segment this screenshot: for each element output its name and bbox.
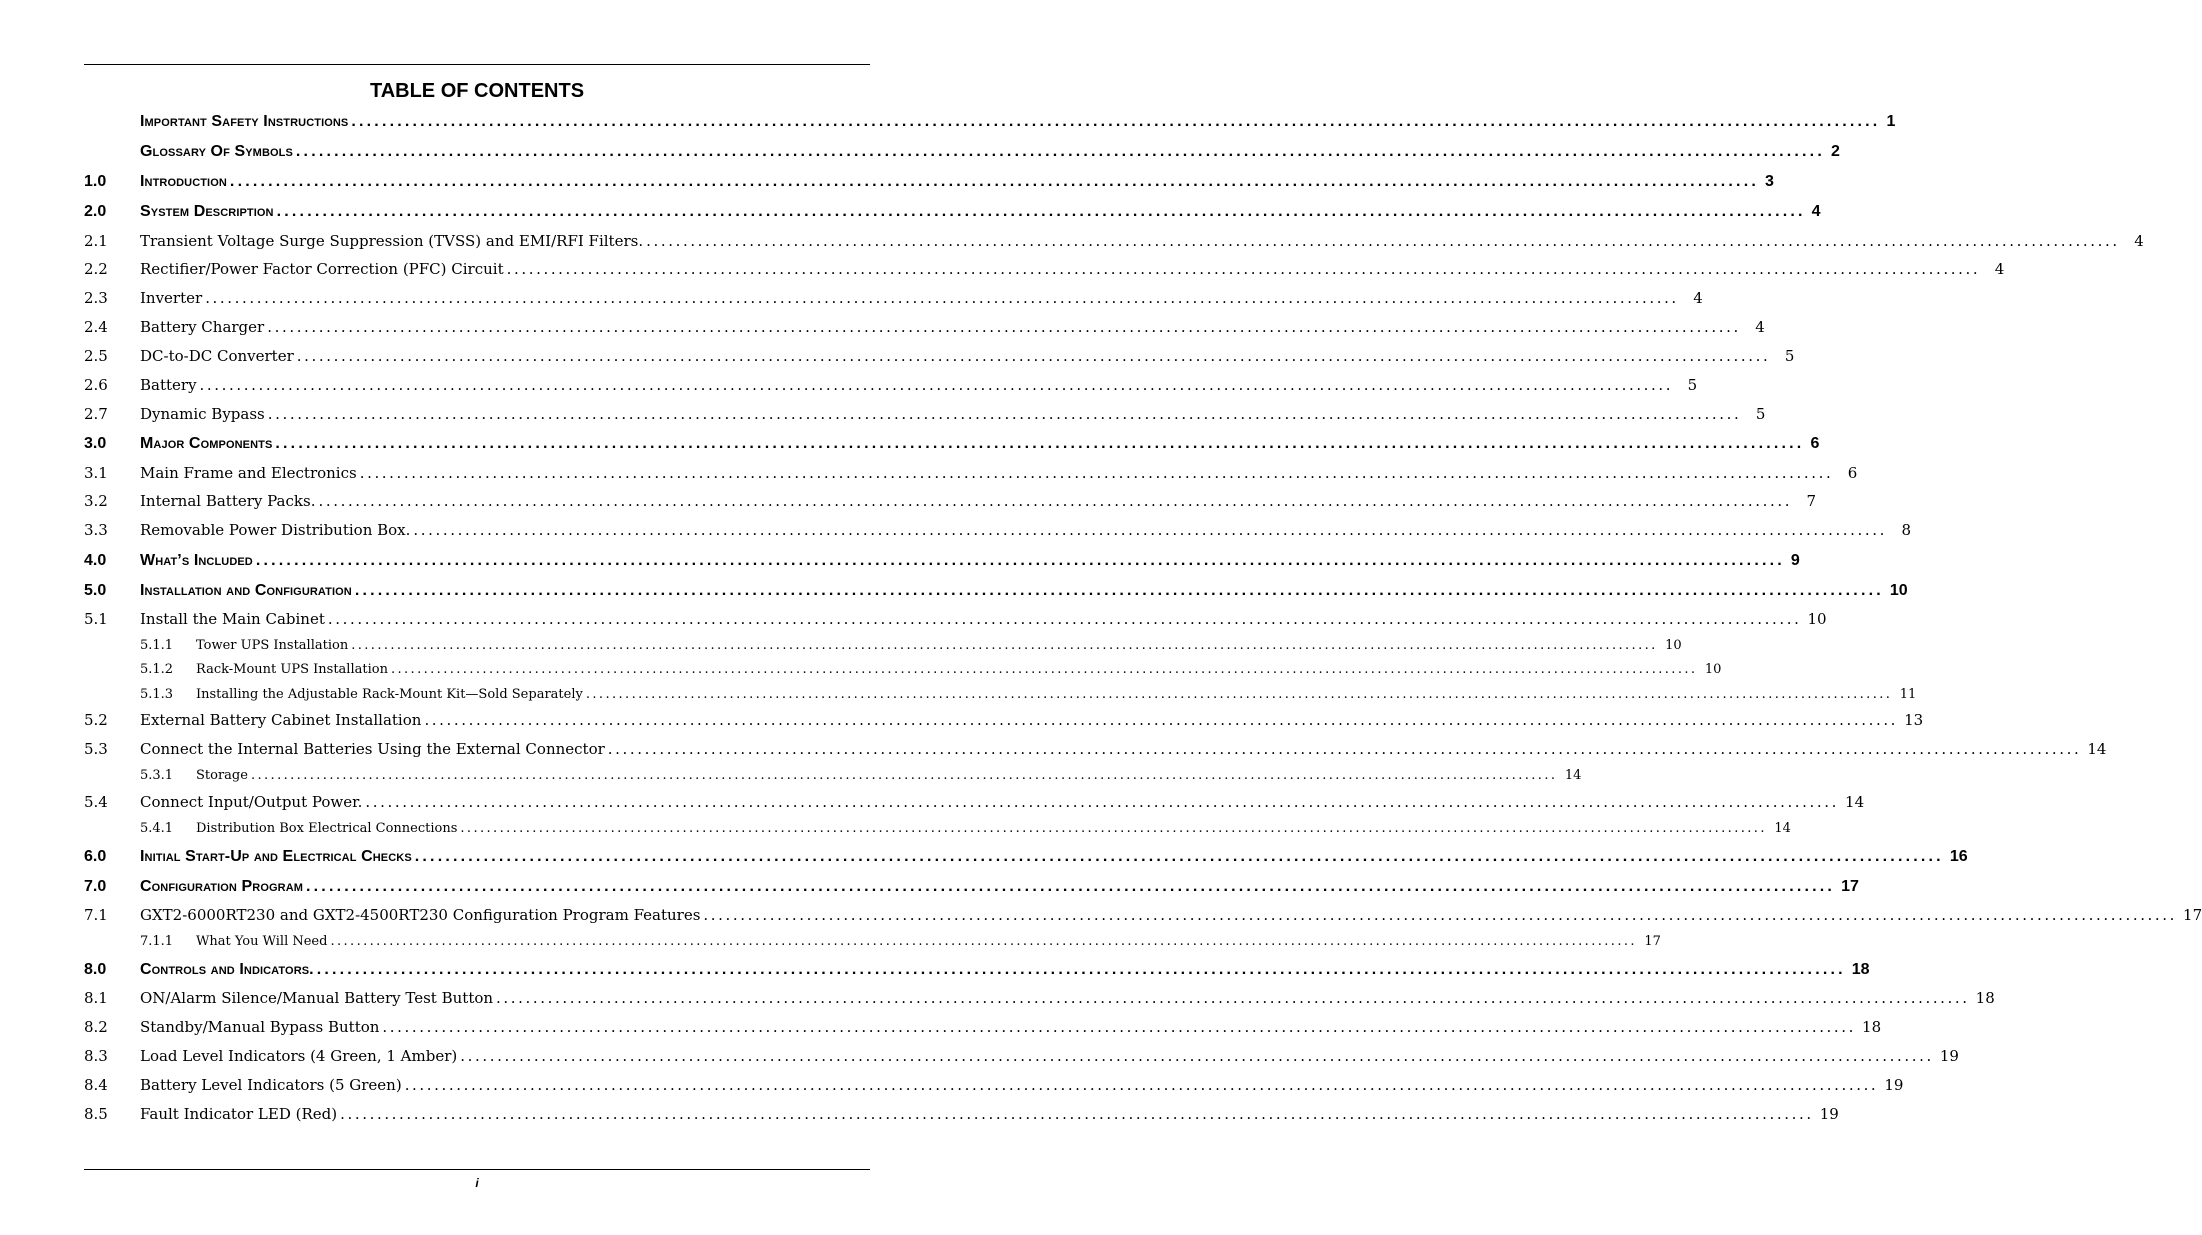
- toc-entry[interactable]: [84, 232, 2144, 250]
- toc-dot-leader: ........................................................................................................................................................................................................: [390, 662, 1698, 677]
- toc-entry[interactable]: [84, 318, 1765, 336]
- toc-dot-leader: ........................................................................................................................................................................................................: [295, 143, 1825, 160]
- toc-entry[interactable]: [84, 492, 1817, 510]
- toc-entry[interactable]: [84, 260, 2005, 278]
- toc-entry-title: What You Will Need: [196, 934, 328, 949]
- toc-entry[interactable]: [84, 552, 1800, 570]
- toc-entry-title: External Battery Cabinet Installation: [140, 711, 422, 729]
- toc-entry-number: 2.3: [84, 289, 108, 307]
- toc-entry-title: Rack-Mount UPS Installation: [196, 662, 388, 677]
- toc-entry-number: 8.2: [84, 1018, 108, 1036]
- toc-entry-title: Standby/Manual Bypass Button: [140, 1018, 380, 1036]
- toc-entry[interactable]: [84, 848, 1968, 866]
- toc-entry[interactable]: [84, 610, 1827, 628]
- toc-entry-page: 9: [1790, 552, 1800, 569]
- toc-entry-title: Installation and Configuration: [140, 582, 352, 599]
- toc-entry-number: 5.0: [84, 582, 107, 599]
- toc-entry[interactable]: [84, 793, 1865, 811]
- toc-entry-title: Initial Start-Up and Electrical Checks: [140, 848, 412, 865]
- footer-rule: [84, 1169, 870, 1170]
- toc-dot-leader: ........................................................................................................................................................................................................: [229, 173, 1759, 190]
- toc-entry-page: 3: [1764, 173, 1774, 190]
- toc-entry-page: 14: [2087, 740, 2107, 758]
- toc-entry-title: Rectifier/Power Factor Correction (PFC) Circuit: [140, 260, 504, 278]
- toc-entry[interactable]: [84, 662, 1722, 677]
- toc-entry-page: 10: [1665, 638, 1682, 653]
- toc-entry[interactable]: [84, 582, 1908, 600]
- toc-entry-page: 10: [1704, 662, 1722, 677]
- toc-dot-leader: ........................................................................................................................................................................................................: [351, 113, 1881, 130]
- toc-entry-number: 5.1.2: [140, 662, 174, 677]
- toc-entry[interactable]: [84, 173, 1774, 191]
- toc-entry-number: 8.1: [84, 989, 108, 1007]
- toc-dot-leader: ........................................................................................................................................................................................................: [255, 552, 1785, 569]
- toc-entry-title: DC-to-DC Converter: [140, 347, 294, 365]
- toc-entry[interactable]: [84, 638, 1682, 653]
- toc-dot-leader: ........................................................................................................................................................................................................: [306, 878, 1836, 895]
- toc-entry-number: 2.2: [84, 260, 108, 278]
- toc-entry-number: 5.4.1: [140, 821, 174, 836]
- toc-entry-number: 8.4: [84, 1076, 108, 1094]
- toc-entry-title: Major Components: [140, 435, 273, 452]
- toc-entry-title: ON/Alarm Silence/Manual Battery Test Button: [140, 989, 494, 1007]
- toc-entry-number: 5.3: [84, 740, 108, 758]
- toc-dot-leader: ........................................................................................................................................................................................................: [340, 1105, 1814, 1123]
- toc-dot-leader: ........................................................................................................................................................................................................: [250, 768, 1558, 783]
- toc-dot-leader: ........................................................................................................................................................................................................: [365, 793, 1840, 811]
- toc-entry-number: 5.4: [84, 793, 108, 811]
- toc-entry-title: System Description: [140, 203, 274, 220]
- toc-dot-leader: ........................................................................................................................................................................................................: [506, 260, 1981, 278]
- toc-entry-title: Storage: [196, 768, 248, 783]
- toc-dot-leader: ........................................................................................................................................................................................................: [267, 405, 1742, 423]
- toc-dot-leader: ........................................................................................................................................................................................................: [267, 318, 1741, 336]
- toc-entry-page: 6: [1847, 464, 1858, 482]
- toc-entry-title: Load Level Indicators (4 Green, 1 Amber): [140, 1047, 458, 1065]
- toc-entry-page: 14: [1564, 768, 1582, 783]
- toc-entry-number: 2.1: [84, 232, 108, 250]
- toc-entry-number: 8.3: [84, 1047, 108, 1065]
- toc-entry-number: 5.1: [84, 610, 108, 628]
- toc-entry-title: Transient Voltage Surge Suppression (TVSS) and EMI/RFI Filters.: [140, 232, 644, 250]
- toc-entry[interactable]: [84, 1076, 1904, 1094]
- toc-entry-page: 5: [1784, 347, 1795, 365]
- toc-dot-leader: ........................................................................................................................................................................................................: [496, 989, 1970, 1007]
- toc-entry-page: 16: [1949, 848, 1968, 865]
- toc-entry[interactable]: [84, 347, 1795, 365]
- toc-entry-page: 10: [1889, 582, 1908, 599]
- toc-entry[interactable]: [84, 289, 1703, 307]
- toc-entry-number: 2.6: [84, 376, 108, 394]
- toc-entry-number: 3.1: [84, 464, 108, 482]
- toc-entry-page: 13: [1904, 711, 1924, 729]
- toc-entry-number: 8.0: [84, 961, 107, 978]
- toc-entry[interactable]: [84, 711, 1924, 729]
- toc-entry-number: 5.1.3: [140, 687, 174, 702]
- toc-entry-page: 19: [1939, 1047, 1959, 1065]
- toc-dot-leader: ........................................................................................................................................................................................................: [327, 610, 1802, 628]
- toc-dot-leader: ........................................................................................................................................................................................................: [646, 232, 2120, 250]
- toc-dot-leader: ........................................................................................................................................................................................................: [318, 492, 1793, 510]
- toc-entry-title: What’s Included: [140, 552, 253, 569]
- toc-dot-leader: ........................................................................................................................................................................................................: [413, 521, 1888, 539]
- toc-dot-leader: ........................................................................................................................................................................................................: [205, 289, 1679, 307]
- toc-entry-number: 7.1: [84, 906, 108, 924]
- toc-entry-title: Glossary Of Symbols: [140, 143, 293, 160]
- toc-dot-leader: ........................................................................................................................................................................................................: [275, 435, 1805, 452]
- toc-entry-title: Install the Main Cabinet: [140, 610, 325, 628]
- toc-entry-title: Tower UPS Installation: [196, 638, 349, 653]
- toc-entry-number: 2.5: [84, 347, 108, 365]
- toc-entry-title: Battery Level Indicators (5 Green): [140, 1076, 402, 1094]
- toc-entry-title: Connect Input/Output Power.: [140, 793, 363, 811]
- toc-entry[interactable]: [84, 1047, 1959, 1065]
- toc-entry-title: Configuration Program: [140, 878, 304, 895]
- toc-entry[interactable]: [84, 376, 1698, 394]
- toc-entry-title: Important Safety Instructions: [140, 113, 349, 130]
- toc-entry-number: 1.0: [84, 173, 107, 190]
- toc-entry-page: 19: [1884, 1076, 1904, 1094]
- toc-entry-number: 7.1.1: [140, 934, 174, 949]
- toc-dot-leader: ........................................................................................................................................................................................................: [316, 961, 1846, 978]
- toc-entry-page: 14: [1845, 793, 1865, 811]
- toc-entry-page: 4: [1755, 318, 1765, 336]
- toc-entry-title: GXT2-6000RT230 and GXT2-4500RT230 Configuration Program Features: [140, 906, 701, 924]
- toc-entry[interactable]: [84, 113, 1896, 131]
- toc-entry-page: 17: [1841, 878, 1859, 895]
- toc-dot-leader: ........................................................................................................................................................................................................: [359, 464, 1834, 482]
- toc-entry-title: Battery Charger: [140, 318, 265, 336]
- toc-dot-leader: ........................................................................................................................................................................................................: [330, 934, 1637, 949]
- toc-entry-number: 4.0: [84, 552, 107, 569]
- toc-dot-leader: ........................................................................................................................................................................................................: [460, 1047, 1934, 1065]
- toc-entry[interactable]: [84, 989, 1995, 1007]
- toc-entry-page: 18: [1862, 1018, 1882, 1036]
- toc-entry-page: 17: [2183, 906, 2202, 924]
- toc-entry-number: 3.2: [84, 492, 108, 510]
- toc-entry-page: 17: [1644, 934, 1661, 949]
- toc-dot-leader: ........................................................................................................................................................................................................: [414, 848, 1944, 865]
- toc-entry-page: 4: [1811, 203, 1821, 220]
- toc-entry-title: Installing the Adjustable Rack-Mount Kit—Sold Separately: [196, 687, 583, 702]
- toc-entry-page: 5: [1687, 376, 1698, 394]
- toc-dot-leader: ........................................................................................................................................................................................................: [354, 582, 1884, 599]
- toc-entry-page: 1: [1886, 113, 1896, 130]
- toc-entry-number: 2.7: [84, 405, 108, 423]
- toc-dot-leader: ........................................................................................................................................................................................................: [351, 638, 1658, 653]
- page-number: i: [475, 1176, 479, 1190]
- toc-entry[interactable]: [84, 435, 1820, 453]
- toc-entry-title: Main Frame and Electronics: [140, 464, 357, 482]
- toc-entry-page: 2: [1830, 143, 1840, 160]
- toc-entry-title: Internal Battery Packs.: [140, 492, 316, 510]
- toc-entry[interactable]: [84, 143, 1840, 161]
- toc-entry-page: 5: [1755, 405, 1766, 423]
- toc-entry[interactable]: [84, 687, 1917, 702]
- toc-entry[interactable]: [84, 1105, 1839, 1123]
- toc-entry-title: Battery: [140, 376, 197, 394]
- toc-entry-title: Introduction: [140, 173, 227, 190]
- toc-entry[interactable]: [84, 906, 2202, 924]
- toc-entry-page: 14: [1774, 821, 1791, 836]
- toc-dot-leader: ........................................................................................................................................................................................................: [296, 347, 1771, 365]
- toc-entry-page: 18: [1851, 961, 1870, 978]
- toc-entry-page: 4: [1693, 289, 1703, 307]
- toc-entry-page: 6: [1810, 435, 1820, 452]
- toc-entry-page: 18: [1975, 989, 1995, 1007]
- toc-entry-title: Fault Indicator LED (Red): [140, 1105, 338, 1123]
- toc-dot-leader: ........................................................................................................................................................................................................: [460, 821, 1767, 836]
- toc-dot-leader: ........................................................................................................................................................................................................: [607, 740, 2082, 758]
- toc-dot-leader: ........................................................................................................................................................................................................: [199, 376, 1674, 394]
- toc-entry-number: 8.5: [84, 1105, 108, 1123]
- toc-entry-number: 3.3: [84, 521, 108, 539]
- toc-entry-page: 4: [1994, 260, 2005, 278]
- toc-entry-page: 8: [1901, 521, 1912, 539]
- toc-entry-title: Distribution Box Electrical Connections: [196, 821, 458, 836]
- toc-entry-title: Controls and Indicators.: [140, 961, 314, 978]
- toc-entry-number: 5.2: [84, 711, 108, 729]
- toc-entry[interactable]: [84, 821, 1791, 836]
- toc-entry[interactable]: [84, 768, 1582, 783]
- toc-dot-leader: ........................................................................................................................................................................................................: [585, 687, 1893, 702]
- header-rule: [84, 64, 870, 65]
- toc-entry-title: Dynamic Bypass: [140, 405, 265, 423]
- toc-dot-leader: ........................................................................................................................................................................................................: [703, 906, 2178, 924]
- toc-entry-page: 11: [1899, 687, 1917, 702]
- toc-entry-page: 7: [1806, 492, 1817, 510]
- toc-entry-number: 6.0: [84, 848, 107, 865]
- toc-entry[interactable]: [84, 1018, 1882, 1036]
- toc-entry-number: 7.0: [84, 878, 107, 895]
- toc-dot-leader: ........................................................................................................................................................................................................: [276, 203, 1806, 220]
- toc-entry-number: 2.0: [84, 203, 107, 220]
- toc-entry-number: 3.0: [84, 435, 107, 452]
- toc-entry-number: 5.3.1: [140, 768, 174, 783]
- toc-entry[interactable]: [84, 961, 1870, 979]
- toc-entry[interactable]: [84, 203, 1821, 221]
- toc-entry[interactable]: [84, 740, 2107, 758]
- toc-dot-leader: ........................................................................................................................................................................................................: [424, 711, 1899, 729]
- toc-entry-title: Inverter: [140, 289, 203, 307]
- toc-entry-title: Connect the Internal Batteries Using the External Connector: [140, 740, 605, 758]
- toc-entry-page: 10: [1807, 610, 1827, 628]
- toc-entry[interactable]: [84, 934, 1661, 949]
- toc-entry[interactable]: [84, 878, 1859, 896]
- toc-entry[interactable]: [84, 464, 1858, 482]
- toc-entry-page: 4: [2134, 232, 2144, 250]
- toc-dot-leader: ........................................................................................................................................................................................................: [382, 1018, 1857, 1036]
- toc-entry-number: 5.1.1: [140, 638, 174, 653]
- page-title: TABLE OF CONTENTS: [369, 80, 585, 102]
- toc-entry[interactable]: [84, 405, 1766, 423]
- toc-entry-page: 19: [1819, 1105, 1839, 1123]
- toc-dot-leader: ........................................................................................................................................................................................................: [404, 1076, 1879, 1094]
- toc-entry[interactable]: [84, 521, 1912, 539]
- toc-entry-title: Removable Power Distribution Box.: [140, 521, 411, 539]
- toc-entry-number: 2.4: [84, 318, 108, 336]
